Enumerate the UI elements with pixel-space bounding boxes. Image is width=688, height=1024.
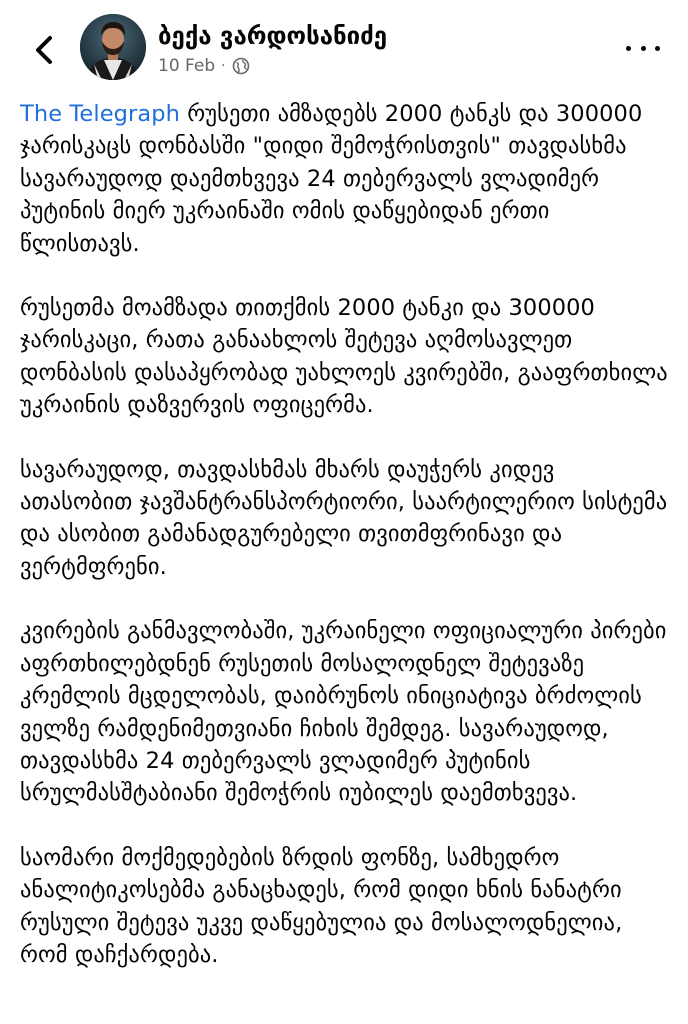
post-paragraph: რუსეთმა მოამზადა თითქმის 2000 ტანკი და 300000 ჯარისკაცი, რათა განაახლოს შეტევა აღმოსავლეთ დონბასის დასაპყრობად უახლოეს კვირებში, გააფრთხილა უკრაინის დაზვერვის ოფიცერმა. [20,295,668,419]
more-options-button[interactable] [626,38,660,58]
post-meta [158,56,250,76]
post-paragraph: საომარი მოქმედებების ზრდის ფონზე, სამხედრო ანალიტიკოსებმა განაცხადეს, რომ დიდი ხნის ნანატრი რუსული შეტევა უკვე დაწყებულია და მოსალოდნელია, რომ დაჩქარდება. [20,844,623,968]
post-date[interactable]: 10 Feb [158,56,216,76]
post-text [20,98,672,1003]
post-header [0,0,688,92]
author-name[interactable]: ბექა ვარდოსანიძე [158,22,388,50]
more-horizontal-icon-dot [626,46,631,51]
post-paragraph [20,98,672,260]
post-paragraph: სავარაუდოდ, თავდასხმას მხარს დაუჭერს კიდევ ათასობით ჯავშანტრანსპორტიორი, საარტილერიო სისტემა და ასობით გამანადგურებელი თვითმფრინავი და ვერტმფრენი. [20,456,668,580]
avatar-image [80,14,146,80]
chevron-left-icon [33,35,55,65]
more-horizontal-icon-dot [641,46,646,51]
more-horizontal-icon-dot [655,46,660,51]
avatar[interactable] [80,14,146,80]
paragraph-text: რუსეთი ამზადებს 2000 ტანკს და 300000 ჯარისკაცს დონბასში "დიდი შემოჭრისთვის" თავდასხმა სავარაუდოდ დაემთხვევა 24 თებერვალს ვლადიმერ პუტინის მიერ უკრაინაში ომის დაწყებიდან ერთი წლისთავს. [20,101,643,257]
source-link[interactable]: The Telegraph [20,101,181,127]
post-paragraph: კვირების განმავლობაში, უკრაინელი ოფიციალური პირები აფრთხილებდნენ რუსეთის მოსალოდნელ შეტევაზე კრემლის მცდელობას, დაიბრუნოს ინიციატივა ბრძოლის ველზე რამდენიმეთვიანი ჩიხის შემდეგ. სავარაუდოდ, თავდასხმა 24 თებერვალს ვლადიმერ პუტინის სრულმასშტაბიანი შემოჭრის იუბილეს დაემთხვევა. [20,618,667,807]
back-button[interactable] [28,30,60,70]
globe-icon[interactable] [232,57,250,75]
meta-separator: · [221,58,226,74]
